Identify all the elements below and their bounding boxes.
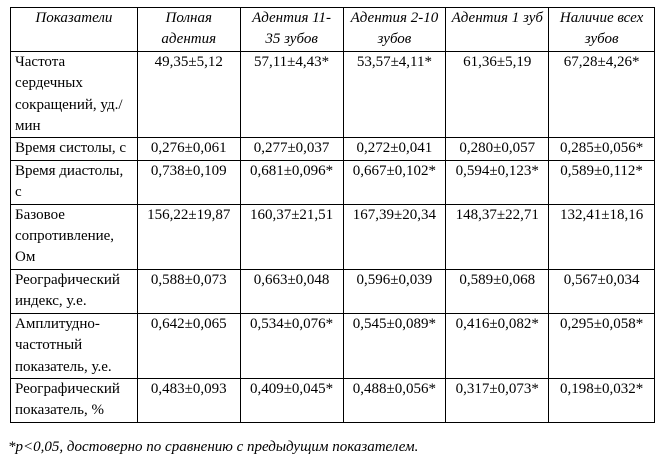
table-cell: 0,277±0,037: [240, 138, 343, 160]
table-cell: 0,596±0,039: [343, 269, 446, 313]
table-cell: 0,409±0,045*: [240, 378, 343, 422]
row-label: Время диастолы, с: [11, 160, 138, 204]
row-label: Частота сердечных сокращений, уд./мин: [11, 51, 138, 138]
table-cell: 0,534±0,076*: [240, 313, 343, 378]
table-cell: 67,28±4,26*: [549, 51, 655, 138]
table-cell: 0,280±0,057: [446, 138, 549, 160]
table-cell: 0,681±0,096*: [240, 160, 343, 204]
table-cell: 0,488±0,056*: [343, 378, 446, 422]
column-header: Адентия 11-35 зубов: [240, 8, 343, 52]
table-cell: 0,642±0,065: [137, 313, 240, 378]
row-label: Реографический индекс, у.е.: [11, 269, 138, 313]
column-header: Показатели: [11, 8, 138, 52]
table-cell: 0,272±0,041: [343, 138, 446, 160]
table-row: [11, 204, 655, 269]
data-table: [10, 7, 655, 423]
table-cell: 57,11±4,43*: [240, 51, 343, 138]
column-header: Наличие всех зубов: [549, 8, 655, 52]
table-cell: 0,663±0,048: [240, 269, 343, 313]
table-cell: 61,36±5,19: [446, 51, 549, 138]
table-cell: 49,35±5,12: [137, 51, 240, 138]
column-header: Адентия 1 зуб: [446, 8, 549, 52]
table-cell: 0,416±0,082*: [446, 313, 549, 378]
table-cell: 0,295±0,058*: [549, 313, 655, 378]
table-cell: 0,276±0,061: [137, 138, 240, 160]
table-cell: 0,589±0,068: [446, 269, 549, 313]
table-cell: 0,567±0,034: [549, 269, 655, 313]
table-cell: 53,57±4,11*: [343, 51, 446, 138]
table-cell: 0,589±0,112*: [549, 160, 655, 204]
table-cell: 156,22±19,87: [137, 204, 240, 269]
table-cell: 0,667±0,102*: [343, 160, 446, 204]
table-row: [11, 313, 655, 378]
row-label: Время систолы, с: [11, 138, 138, 160]
table-cell: 0,317±0,073*: [446, 378, 549, 422]
table-cell: 160,37±21,51: [240, 204, 343, 269]
row-label: Амплитудно-частотный показатель, у.е.: [11, 313, 138, 378]
table-cell: 132,41±18,16: [549, 204, 655, 269]
table-cell: 0,198±0,032*: [549, 378, 655, 422]
column-header: Адентия 2-10 зубов: [343, 8, 446, 52]
table-row: [11, 138, 655, 160]
row-label: Реографический показатель, %: [11, 378, 138, 422]
table-cell: 0,285±0,056*: [549, 138, 655, 160]
table-row: [11, 51, 655, 138]
table-cell: 0,588±0,073: [137, 269, 240, 313]
table-cell: 167,39±20,34: [343, 204, 446, 269]
table-row: [11, 269, 655, 313]
column-header: Полная адентия: [137, 8, 240, 52]
table-cell: 0,738±0,109: [137, 160, 240, 204]
table-cell: 0,594±0,123*: [446, 160, 549, 204]
footnote: *p<0,05, достоверно по сравнению с предыдущим показателем.: [8, 439, 419, 455]
table-cell: 0,545±0,089*: [343, 313, 446, 378]
row-label: Базовое сопротивление, Ом: [11, 204, 138, 269]
header-row: [11, 8, 655, 52]
table-row: [11, 160, 655, 204]
table-cell: 0,483±0,093: [137, 378, 240, 422]
table-row: [11, 378, 655, 422]
table-cell: 148,37±22,71: [446, 204, 549, 269]
